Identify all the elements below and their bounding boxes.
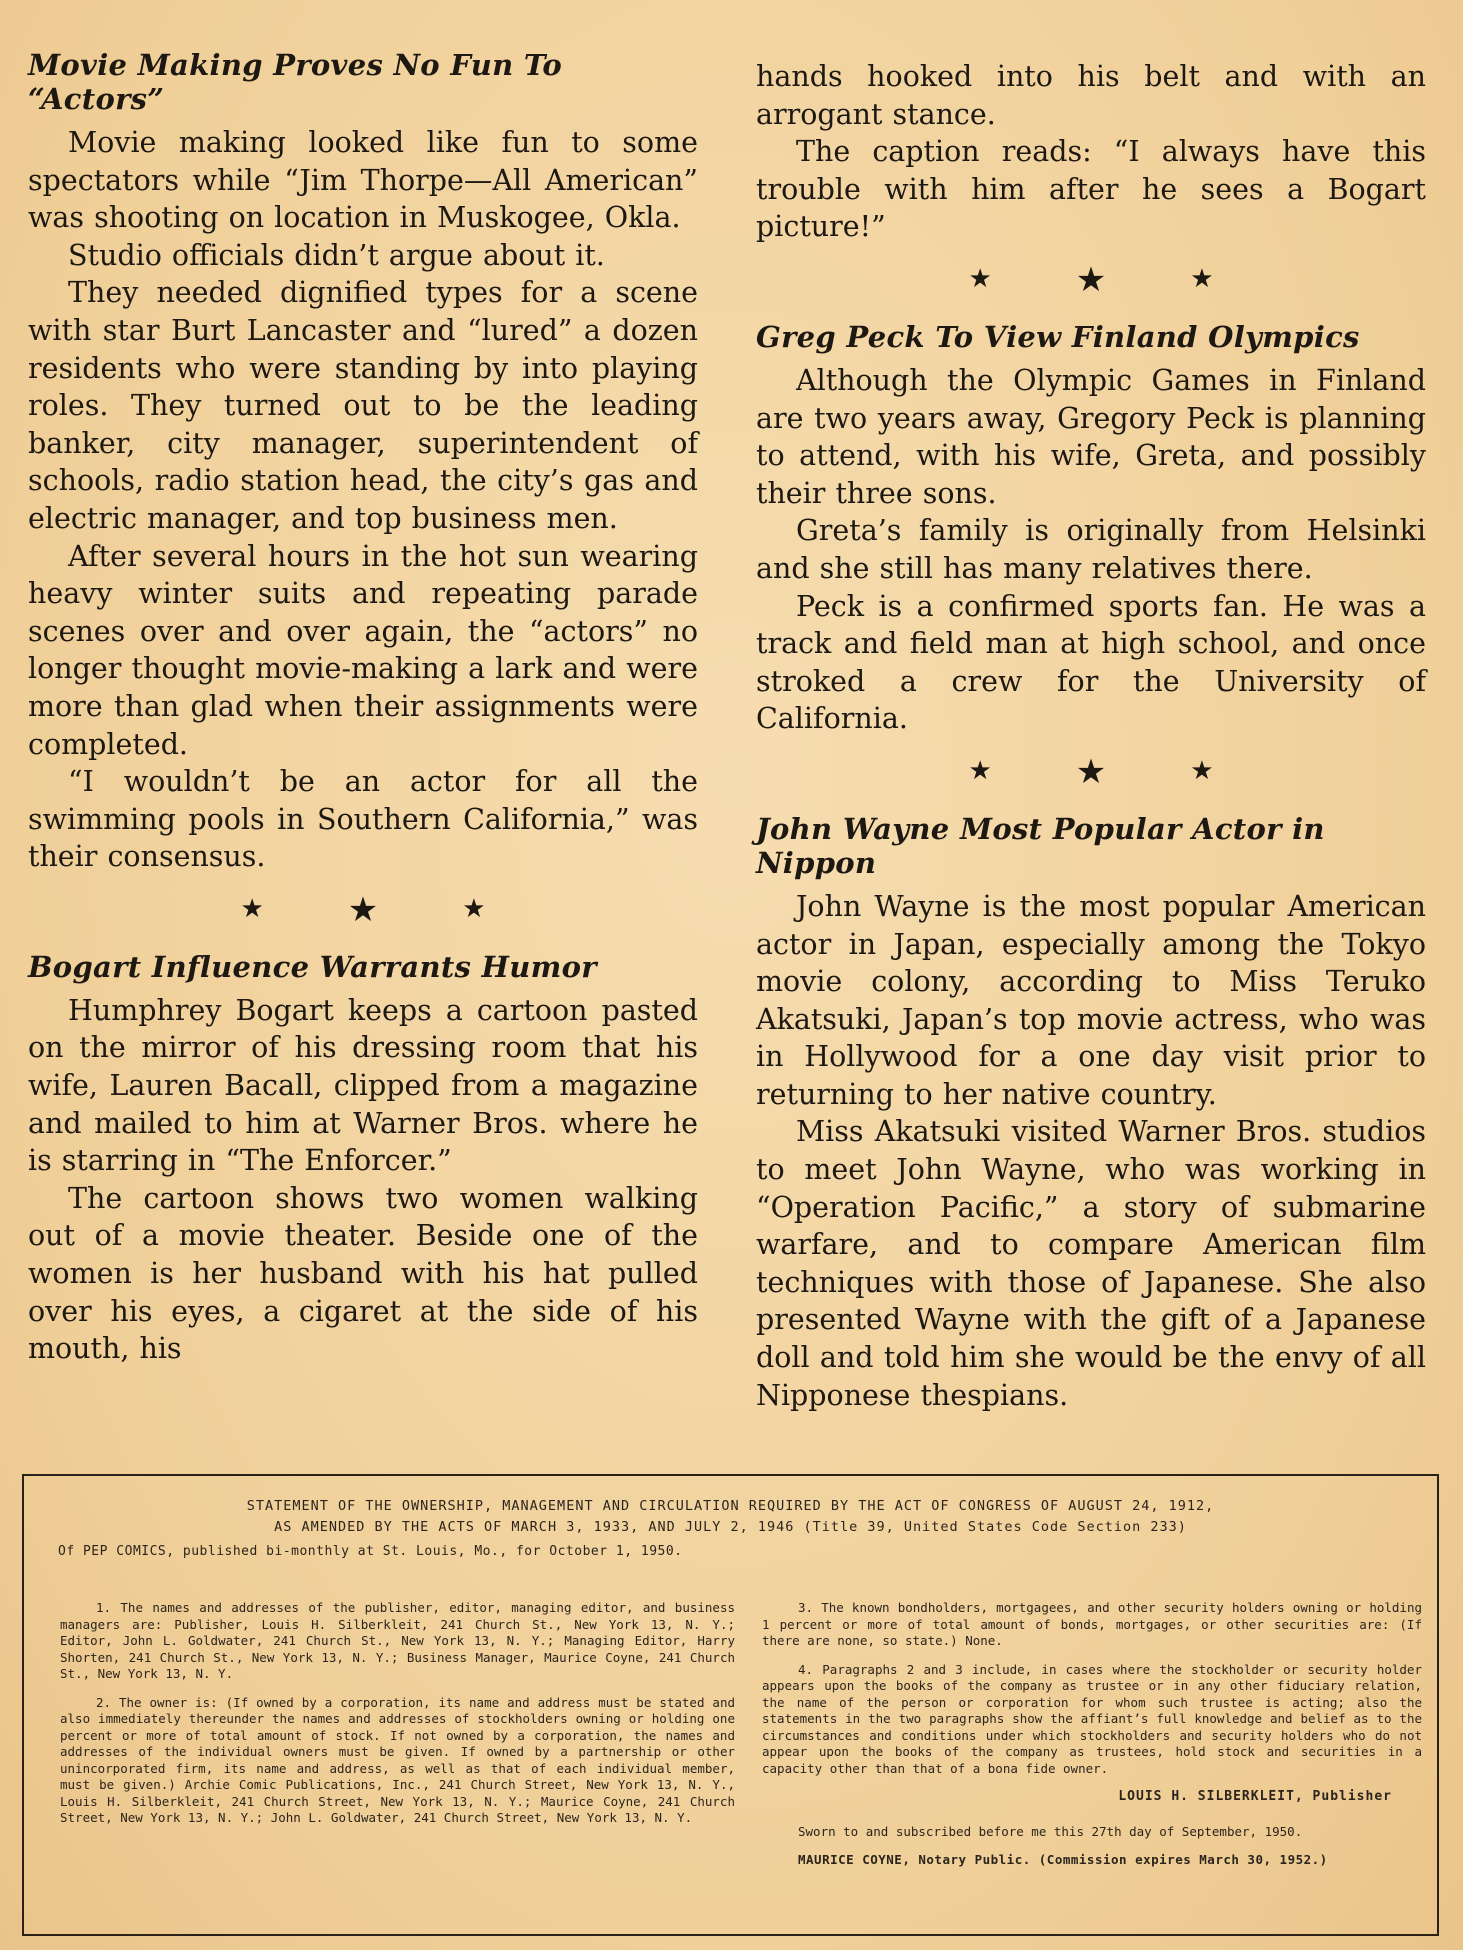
statement-paragraph: 2. The owner is: (If owned by a corporation, its name and address must be stated and also immediately thereunder the names and addresses of stockholders owning or holding one percent or more of total amount of stock. If not owned by a corporation, the names and addresses of the individual owners must be given. If owned by a partnership or other unincorporated firm, its name and address, as well as that of each individual member, must be given.) Archie Comic Publications, Inc., 241 Church Street, New York 13, N. Y., Louis H. Silberkleit, 241 Church Street, New York 13, N. Y.; Maurice Coyne, 241 Church Street, New York 13, N. Y.; John L. Goldwater, 241 Church Street, New York 13, N. Y. xyxy=(60,1694,735,1825)
star-icon: ★ xyxy=(1075,259,1107,300)
article-paragraph: Greta’s family is originally from Helsinki and she still has many relatives there. xyxy=(756,514,1426,585)
article-paragraph: The caption reads: “I always have this trouble with him after he sees a Bogart picture!” xyxy=(756,135,1426,244)
statement-paragraph: 1. The names and addresses of the publisher, editor, managing editor, and business managers are: Publisher, Louis H. Silberkleit, 241 Church St., New York 13, N. Y.; Editor, John L. Goldwater, 241 Church St., New York 13, N. Y.; Managing Editor, Harry Shorten, 241 Church St., New York 13, N. Y.; Business Manager, Maurice Coyne, 241 Church St., New York 13, N. Y. xyxy=(60,1600,735,1681)
star-divider xyxy=(756,744,1426,798)
article-paragraph: hands hooked into his belt and with an arrogant stance. xyxy=(756,60,1426,131)
right-column xyxy=(756,58,1426,1414)
statement-heading-line2: AS AMENDED BY THE ACTS OF MARCH 3, 1933, AND JULY 2, 1946 (Title 39, United States Code Section 233) xyxy=(274,1519,1187,1535)
statement-paragraph: 3. The known bondholders, mortgagees, and other security holders owning or holding 1 percent or more of total amount of bonds, mortgages, or other securities are: (If there are none, so state.) None. xyxy=(762,1600,1422,1648)
star-divider xyxy=(756,252,1426,306)
sworn-line: Sworn to and subscribed before me this 27th day of September, 1950. xyxy=(798,1823,1303,1839)
headline-greg-peck: Greg Peck To View Finland Olympics xyxy=(756,319,1360,354)
left-column xyxy=(28,48,698,1368)
star-icon: ★ xyxy=(462,893,486,924)
star-icon: ★ xyxy=(1190,755,1214,786)
article-paragraph: Studio officials didn’t argue about it. xyxy=(68,238,605,272)
article-paragraph: Although the Olympic Games in Finland are two years away, Gregory Peck is planning to attend, with his wife, Greta, and possibly their three sons. xyxy=(756,363,1426,510)
star-divider xyxy=(28,882,698,936)
article-paragraph: “I wouldn’t be an actor for all the swimming pools in Southern California,” was their consensus. xyxy=(28,765,698,874)
headline-bogart: Bogart Influence Warrants Humor xyxy=(28,949,597,984)
star-icon: ★ xyxy=(240,893,264,924)
article-paragraph: Peck is a confirmed sports fan. He was a track and field man at high school, and once stroked a crew for the University of California. xyxy=(756,589,1426,736)
article-paragraph: John Wayne is the most popular American actor in Japan, especially among the Tokyo movie colony, according to Miss Teruko Akatsuki, Japan’s top movie actress, who was in Hollywood for a one day visit prior to returning to her native country. xyxy=(756,889,1426,1111)
headline-movie-making: Movie Making Proves No Fun To “Actors” xyxy=(28,48,563,116)
statement-left-column xyxy=(60,1600,735,1839)
article-paragraph: Humphrey Bogart keeps a cartoon pasted on the mirror of his dressing room that his wife, Lauren Bacall, clipped from a magazine and mailed to him at Warner Bros. where he is starring in “The Enforcer.” xyxy=(28,993,698,1178)
ownership-statement-box xyxy=(22,1474,1439,1936)
statement-heading-line1: STATEMENT OF THE OWNERSHIP, MANAGEMENT AND CIRCULATION REQUIRED BY THE ACT OF CONGRESS OF AUGUST 24, 1912, xyxy=(246,1498,1215,1514)
publisher-signature: LOUIS H. SILBERKLEIT, Publisher xyxy=(1118,1789,1392,1804)
statement-right-column xyxy=(762,1600,1422,1881)
star-icon: ★ xyxy=(1075,751,1107,792)
headline-john-wayne: John Wayne Most Popular Actor in Nippon xyxy=(756,811,1325,880)
article-paragraph: After several hours in the hot sun wearing heavy winter suits and repeating parade scenes over and over again, the “actors” no longer thought movie-making a lark and were more than glad when their assignments were completed. xyxy=(28,539,698,761)
statement-heading xyxy=(24,1496,1437,1538)
article-paragraph: They needed dignified types for a scene with star Burt Lancaster and “lured” a dozen residents who were standing by into playing roles. They turned out to be the leading banker, city manager, superintendent of schools, radio station head, the city’s gas and electric manager, and top business men. xyxy=(28,276,698,535)
star-icon: ★ xyxy=(968,755,992,786)
star-icon: ★ xyxy=(968,263,992,294)
notary-line: MAURICE COYNE, Notary Public. (Commission expires March 30, 1952.) xyxy=(798,1852,1328,1867)
star-icon: ★ xyxy=(1190,263,1214,294)
article-paragraph: Miss Akatsuki visited Warner Bros. studios to meet John Wayne, who was working in “Operation Pacific,” a story of submarine warfare, and to compare American film techniques with those of Japanese. She also presented Wayne with the gift of a Japanese doll and told him she would be the envy of all Nipponese thespians. xyxy=(756,1115,1426,1412)
article-paragraph: Movie making looked like fun to some spectators while “Jim Thorpe—All American” was shooting on location in Muskogee, Okla. xyxy=(28,126,698,235)
article-paragraph: The cartoon shows two women walking out of a movie theater. Beside one of the women is her husband with his hat pulled over his eyes, a cigaret at the side of his mouth, his xyxy=(28,1181,698,1366)
star-icon: ★ xyxy=(347,889,379,930)
statement-paragraph: 4. Paragraphs 2 and 3 include, in cases where the stockholder or security holder appears upon the books of the company as trustee or in any other fiduciary relation, the name of the person or corporation for whom such trustee is acting; also the statements in the two paragraphs show the affiant’s full knowledge and belief as to the circumstances and conditions under which stockholders and security holders who do not appear upon the books of the company as trustees, hold stock and securities in a capacity other than that of a bona fide owner. xyxy=(762,1661,1422,1776)
statement-subheading: Of PEP COMICS, published bi-monthly at St. Louis, Mo., for October 1, 1950. xyxy=(58,1544,683,1559)
